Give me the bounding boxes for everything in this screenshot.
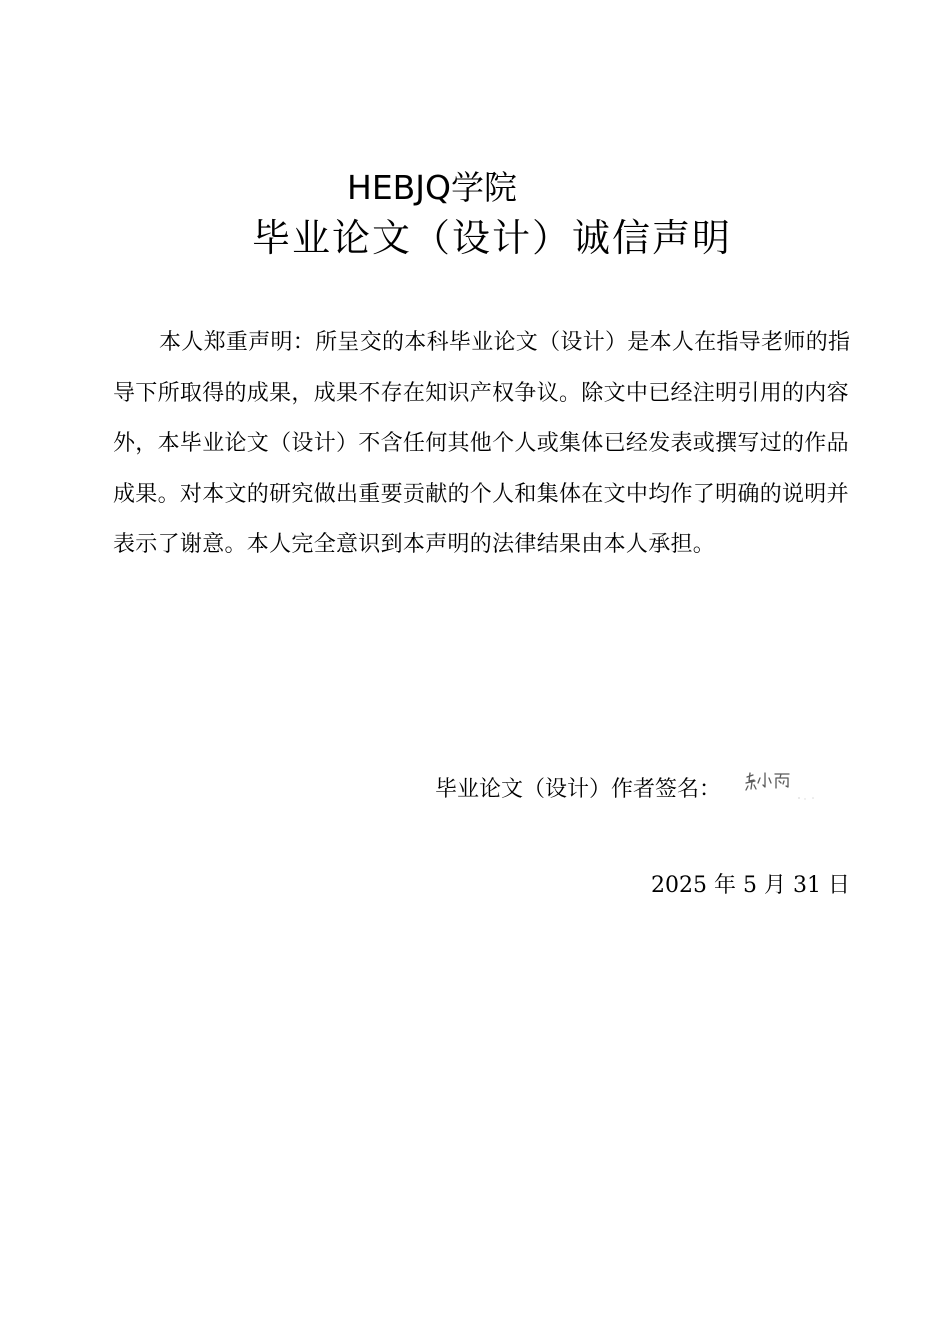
- signature-row: [435, 770, 721, 810]
- date: 2025 年 5 月 31 日: [651, 873, 850, 898]
- declaration-line: 表示了谢意。本人完全意识到本声明的法律结果由本人承担。: [113, 532, 716, 557]
- school-name: HEBJQ学院: [347, 168, 518, 207]
- signature-label: 毕业论文（设计）作者签名：: [435, 777, 722, 802]
- declaration-line: 导下所取得的成果，成果不存在知识产权争议。除文中已经注明引用的内容: [113, 380, 849, 406]
- page-title: 毕业论文（设计）诚信声明: [252, 216, 733, 260]
- declaration-line: 成果。对本文的研究做出重要贡献的个人和集体在文中均作了明确的说明并: [113, 481, 849, 507]
- declaration-body: [113, 318, 851, 571]
- declaration-line: 外，本毕业论文（设计）不含任何其他个人或集体已经发表或撰写过的作品: [113, 431, 849, 456]
- declaration-line: 本人郑重声明：所呈交的本科毕业论文（设计）是本人在指导老师的指: [159, 330, 851, 355]
- handwritten-signature: [743, 768, 823, 804]
